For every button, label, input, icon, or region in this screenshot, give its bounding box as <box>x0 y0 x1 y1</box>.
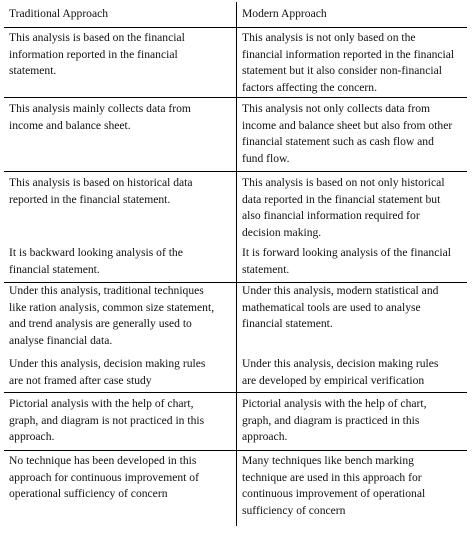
traditional-cell: Under this analysis, decision making rules are not framed after case study <box>9 357 206 387</box>
header-traditional: Traditional Approach <box>9 7 109 20</box>
modern-cell: Under this analysis, modern statistical and mathematical tools are used to analyse financial statement. <box>242 284 439 331</box>
modern-cell: It is forward looking analysis of the financial statement. <box>242 246 451 276</box>
traditional-cell: This analysis is based on historical data reported in the financial statement. <box>9 176 193 206</box>
modern-cell: Pictorial analysis with the help of chart, graph, and diagram is practiced in this approach. <box>242 397 427 444</box>
header-modern: Modern Approach <box>242 7 327 20</box>
modern-cell: This analysis is based on not only historical data reported in the financial statement but also financial information required for decision making. <box>242 176 445 239</box>
traditional-cell: It is backward looking analysis of the financial statement. <box>9 246 183 276</box>
row-rule <box>4 97 467 98</box>
modern-cell: Many techniques like bench marking technique are used in this approach for continuous improvement of operational sufficiency of concern <box>242 454 426 517</box>
traditional-cell: Pictorial analysis with the help of chart, graph, and diagram is not practiced in this approach. <box>9 397 205 444</box>
row-rule <box>4 450 467 451</box>
row-rule <box>4 27 467 28</box>
traditional-cell: This analysis is based on the financial information reported in the financial statement. <box>9 31 185 78</box>
row-rule <box>4 392 467 393</box>
modern-cell: This analysis not only collects data from income and balance sheet but also from other financial statement such as cash flow and fund flow. <box>242 102 453 165</box>
traditional-cell: Under this analysis, traditional techniques like ration analysis, common size statement, and trend analysis are generally used to analyse financial data. <box>9 284 215 347</box>
row-rule <box>4 171 467 172</box>
column-divider <box>236 2 237 526</box>
traditional-cell: This analysis mainly collects data from income and balance sheet. <box>9 102 191 132</box>
traditional-cell: No technique has been developed in this approach for continuous improvement of operational sufficiency of concern <box>9 454 199 501</box>
modern-cell: Under this analysis, decision making rules are developed by empirical verification <box>242 357 439 387</box>
modern-cell: This analysis is not only based on the financial information reported in the financial statement but it also consider non-financial factors affecting the concern. <box>242 31 455 94</box>
